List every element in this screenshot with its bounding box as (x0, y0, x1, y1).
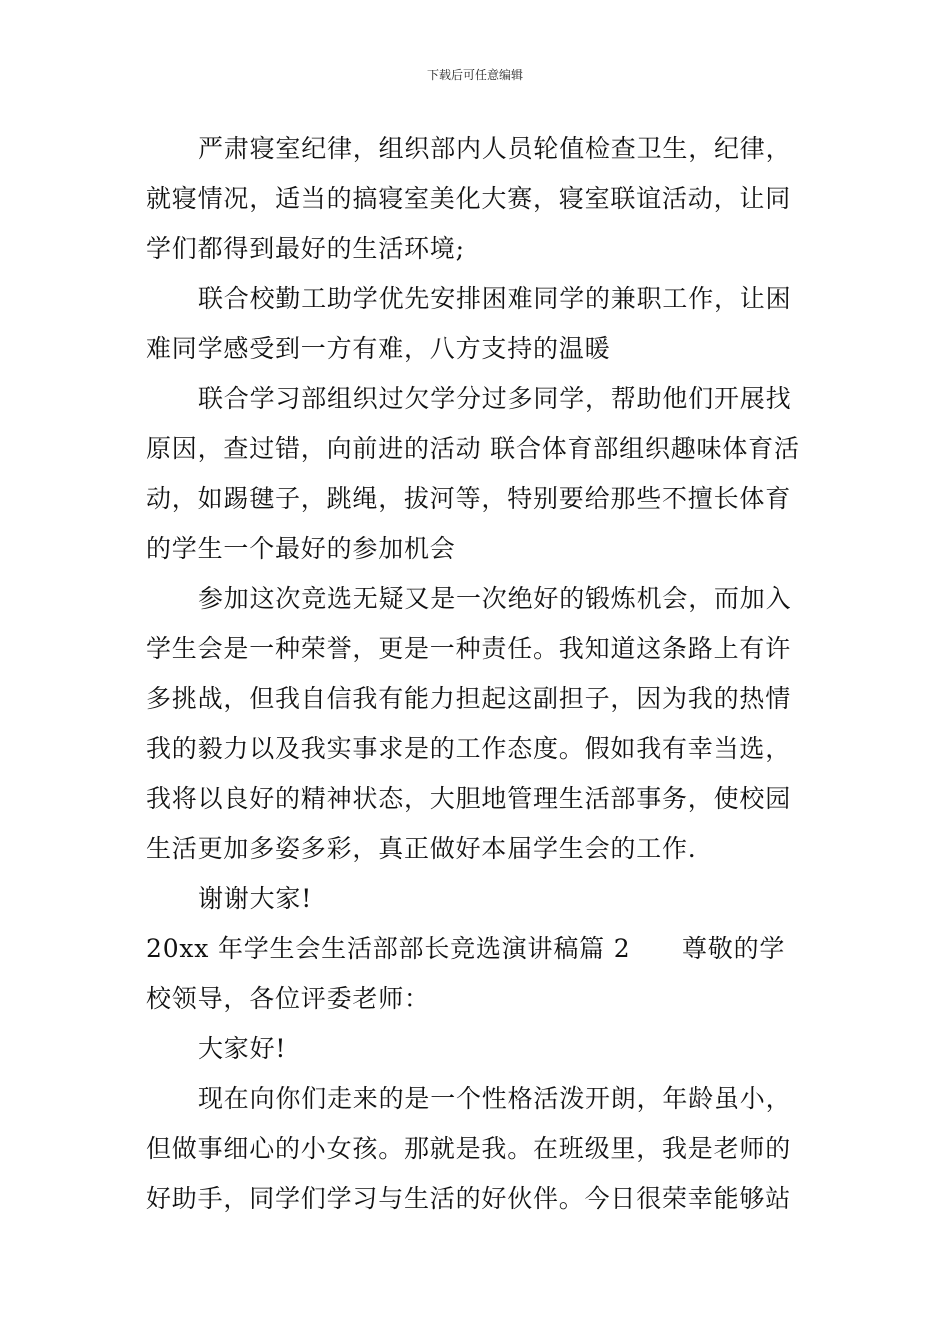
paragraph-greeting: 大家好! (198, 1034, 287, 1063)
paragraph-self-introduction: 现在向你们走来的是一个性格活泼开朗，年龄虽小，但做事细心的小女孩。那就是我。在班级里，我是老师的好助手，同学们学习与生活的好伙伴。今日很荣幸能够站 (146, 1084, 792, 1213)
paragraph-study-sports: 联合学习部组织过欠学分过多同学，帮助他们开展找原因，查过错，向前进的活动 联合体育部组织趣味体育活动，如踢毽子，跳绳，拔河等，特别要给那些不擅长体育的学生一个最好的参加机会 (146, 384, 800, 563)
page-header-note: 下载后可任意编辑 (426, 68, 523, 82)
document-body (146, 124, 808, 1224)
paragraph-dormitory-discipline: 严肃寝室纪律，组织部内人员轮值检查卫生，纪律，就寝情况，适当的搞寝室美化大赛，寝室联谊活动，让同学们都得到最好的生活环境; (146, 134, 792, 263)
paragraph-thanks: 谢谢大家! (198, 884, 313, 913)
paragraph-election-commitment: 参加这次竞选无疑又是一次绝好的锻炼机会，而加入学生会是一种荣誉，更是一种责任。我知道这条路上有许多挑战，但我自信我有能力担起这副担子，因为我的热情我的毅力以及我实事求是的工作态度。假如我有幸当选，我将以良好的精神状态，大胆地管理生活部事务，使校园生活更加多姿多彩，真正做好本届学生会的工作. (146, 584, 792, 863)
section-heading: 20xx 年学生会生活部部长竞选演讲稿篇 2 尊敬的学校领导，各位评委老师： (146, 934, 786, 1013)
paragraph-work-study: 联合校勤工助学优先安排困难同学的兼职工作，让困难同学感受到一方有难，八方支持的温暖 (146, 284, 792, 363)
